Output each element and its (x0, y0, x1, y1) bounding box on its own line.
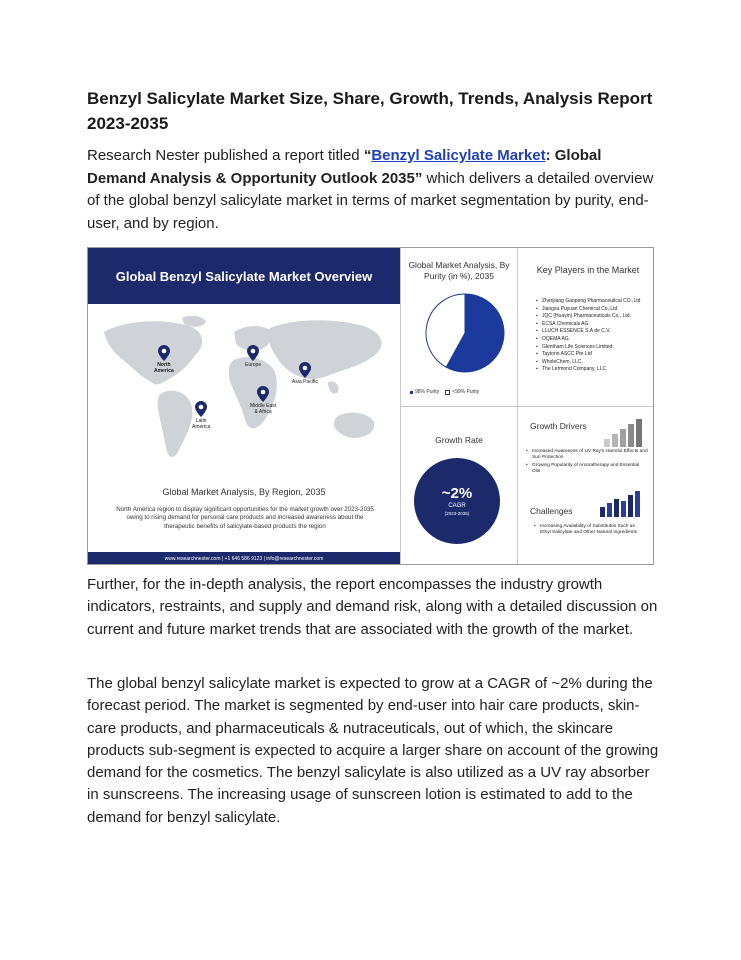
market-overview-infographic (87, 247, 654, 565)
map-pin-middle-east-africa (250, 386, 276, 415)
infographic-footer: www.researchnester.com | +1 646 586 9123 | info@researchnester.com (88, 552, 400, 565)
map-pin-europe (245, 345, 261, 368)
legend-item (445, 389, 479, 395)
region-analysis-text: North America region to display significant opportunities for the market growth over 2023-2035 owing to rising demand for personal care products and increased awareness about the therapeutic benefits of salicylate-based products the region (116, 506, 374, 530)
growth-rate-badge (414, 458, 500, 544)
growth-driver: • Increased Awareness of UV Ray's Harmful Effects and Sun Protection (526, 449, 648, 461)
intro-rest: which delivers a detailed overview of the global benzyl salicylate market in terms of market segmentation by purity, end-user, and by region. (87, 169, 654, 232)
key-player: ▪ OQEMA AG. (536, 336, 650, 342)
growth-driver: • Growing Popularity of Aromatherapy and Essential Oils (526, 463, 648, 475)
legend-item (410, 389, 439, 395)
key-player: ▪ WholeChem, LLC. (536, 359, 650, 365)
location-pin-icon (247, 345, 259, 361)
legend-label: 98% Purity (415, 389, 440, 395)
purity-chart-title: Global Market Analysis, By Purity (in %), 2035 (408, 260, 510, 281)
legend-label: <99% Purity (452, 389, 480, 395)
world-map (94, 312, 394, 472)
location-pin-icon (257, 386, 269, 402)
infographic-banner: Global Benzyl Salicylate Market Overview (88, 248, 400, 304)
pin-label: Asia Pacific (292, 379, 318, 385)
challenges-title: Challenges (530, 506, 573, 516)
legend-swatch (410, 391, 413, 394)
intro-bold-tail: : Global Demand Analysis & Opportunity Outlook 2035” (87, 147, 602, 187)
challenge-item: • Increasing Availability of Substitutes Such as Ethyl Salicylate and Other Natural Ingredients (534, 524, 646, 536)
growth-rate-value: ~2% (441, 485, 473, 502)
key-player: ▪ JQC (Huayin) Pharmaceuticals Co., Ltd. (536, 313, 650, 319)
location-pin-icon (299, 362, 311, 378)
key-player: ▪ LLUCH ESSENCE S.A de C.V. (536, 328, 650, 334)
growth-rate-period: (2023-2035) (444, 511, 470, 516)
region-analysis-title: Global Market Analysis, By Region, 2035 (162, 487, 326, 497)
purity-pie-chart (424, 292, 506, 374)
region-panel (88, 248, 400, 564)
document-title: Benzyl Salicylate Market Size, Share, Growth, Trends, Analysis Report 2023-2035 (87, 89, 653, 133)
body-paragraph-1: Further, for the in-depth analysis, the report encompasses the industry growth indicators, restraints, and supply and demand risk, along with a detailed discussion on current and future market trends that are associated with the growth of the market. (87, 576, 658, 638)
key-players-list (536, 298, 650, 374)
pin-label: Middle East & Africa (250, 403, 277, 415)
location-pin-icon (195, 401, 207, 417)
pin-label: Latin America (192, 418, 211, 430)
divider (400, 406, 654, 407)
legend-swatch (445, 390, 450, 395)
key-player: ▪ Taytonn ASCC Pte Ltd (536, 351, 650, 357)
bar-chart-icon (600, 491, 642, 517)
challenges-list (534, 524, 646, 538)
pin-label: Europe (245, 362, 262, 368)
key-players-title: Key Players in the Market (536, 265, 640, 275)
key-player: ▪ Jiangsu Puyuan Chemical Co.,Ltd (536, 306, 650, 312)
key-player: ▪ The Lermond Company, LLC (536, 366, 650, 372)
rising-bars-icon (604, 419, 642, 447)
purity-legend (410, 389, 518, 395)
key-player: ▪ Glentham Life Sciences Limited. (536, 344, 650, 350)
growth-drivers-list (526, 449, 648, 477)
map-pin-asia-pacific (292, 362, 318, 385)
pin-label: North America (154, 362, 174, 374)
key-player: ▪ ECSA Chemicals AG (536, 321, 650, 327)
intro-paragraph (87, 145, 657, 235)
location-pin-icon (158, 345, 170, 361)
growth-drivers-title: Growth Drivers (530, 421, 587, 431)
growth-rate-label: CAGR (448, 503, 466, 509)
intro-lead: Research Nester published a report titled (87, 147, 364, 164)
report-link[interactable]: Benzyl Salicylate Market (371, 147, 546, 164)
key-player: ▪ Zhenjiang Gaopeng Pharmaceutical CO.,Ltd (536, 298, 650, 304)
body-paragraph-2: The global benzyl salicylate market is expected to grow at a CAGR of ~2% during the forecast period. The market is segmented by end-user into hair care products, skin-care products, and pharmaceuticals & nutraceuticals, out of which, the skincare products sub-segment is expected to acquire a larger share on account of the growing demand for the cosmetics. The benzyl salicylate is also utilized as a UV ray absorber in sunscreens. The increasing usage of sunscreen lotion is estimated to add to the demand for benzyl salicylate. (87, 675, 659, 826)
intro-quote-open: “ (363, 147, 372, 164)
map-pin-latin-america (192, 401, 210, 430)
growth-rate-title: Growth Rate (435, 435, 483, 445)
map-pin-north-america (154, 345, 174, 374)
